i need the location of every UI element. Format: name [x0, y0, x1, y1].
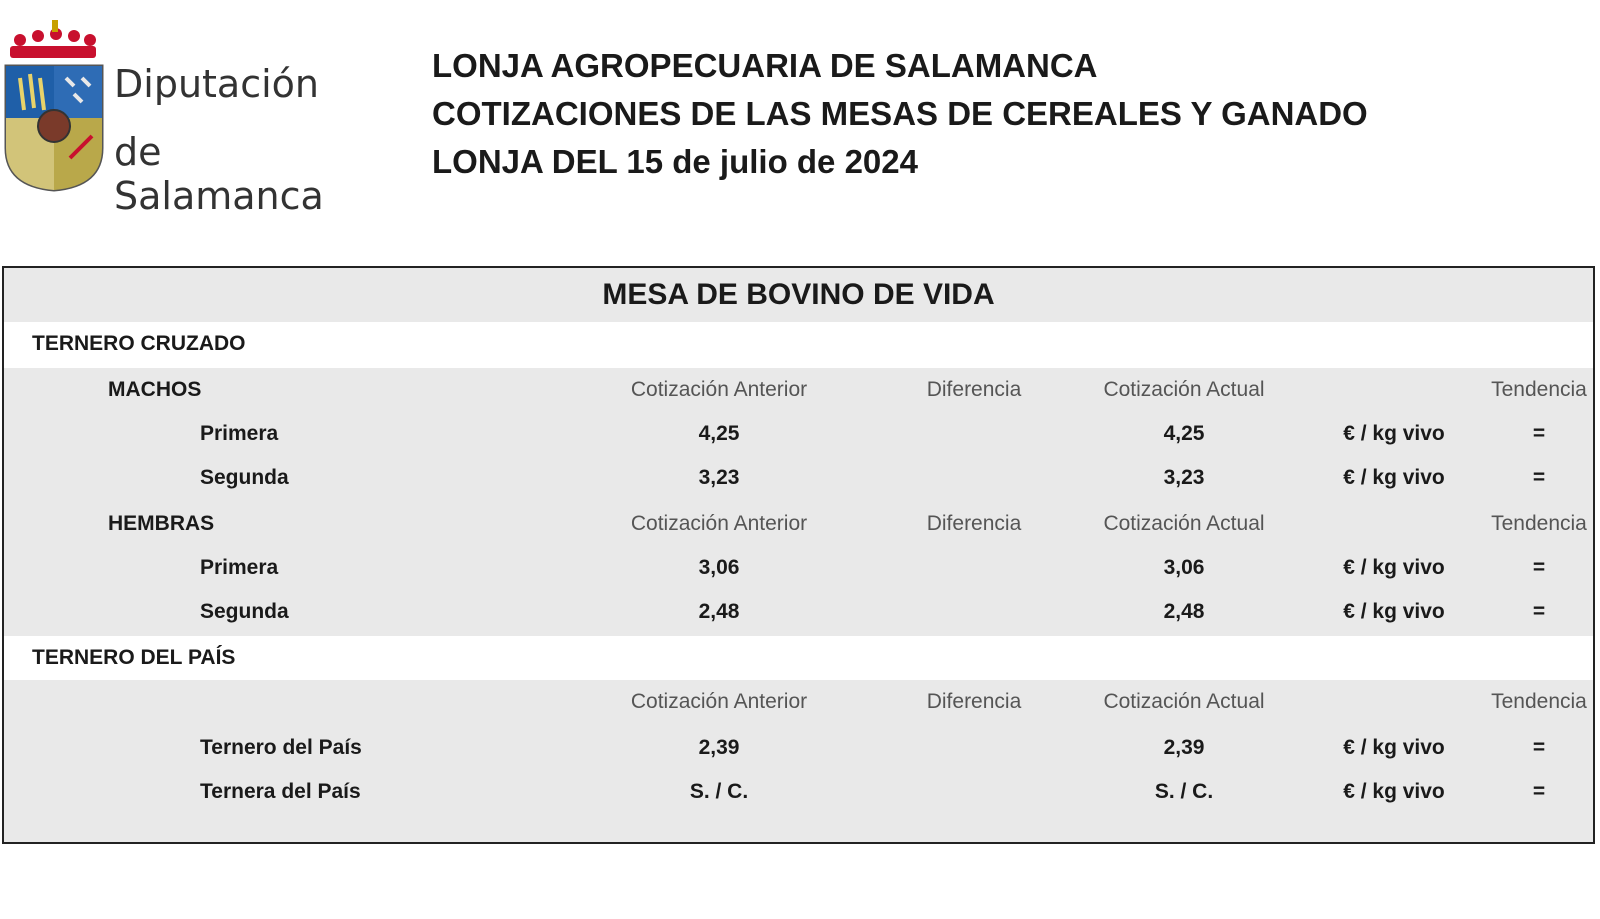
value-anterior: 2,48 — [698, 600, 740, 623]
table-row — [4, 412, 1593, 456]
value-unit: € / kg vivo — [1343, 466, 1445, 489]
heading-line2: COTIZACIONES DE LAS MESAS DE CEREALES Y GANADO — [432, 95, 1368, 132]
document-heading — [432, 42, 1368, 186]
price-table — [2, 266, 1595, 844]
column-header-tendencia: Tendencia — [1491, 690, 1587, 713]
table-row — [4, 726, 1593, 770]
value-anterior: 3,06 — [698, 556, 740, 579]
column-header-anterior: Cotización Anterior — [630, 690, 808, 713]
table-row — [4, 456, 1593, 500]
column-header-anterior: Cotización Anterior — [630, 512, 808, 535]
value-tendencia: = — [1532, 466, 1546, 489]
value-tendencia: = — [1532, 600, 1546, 623]
value-actual: 3,06 — [1163, 556, 1205, 579]
value-actual: 2,39 — [1163, 736, 1205, 759]
table-row — [4, 770, 1593, 814]
value-anterior: S. / C. — [689, 780, 749, 803]
section-label: TERNERO CRUZADO — [32, 332, 246, 355]
value-unit: € / kg vivo — [1343, 600, 1445, 623]
value-tendencia: = — [1532, 422, 1546, 445]
section-label: TERNERO DEL PAÍS — [32, 646, 236, 669]
column-header-actual: Cotización Actual — [1103, 378, 1265, 401]
value-unit: € / kg vivo — [1343, 556, 1445, 579]
value-tendencia: = — [1532, 556, 1546, 579]
value-anterior: 3,23 — [698, 466, 740, 489]
logo-text-line1: Diputación — [114, 62, 319, 106]
value-actual: 3,23 — [1163, 466, 1205, 489]
diputacion-logo — [0, 18, 380, 218]
column-header-actual: Cotización Actual — [1103, 512, 1265, 535]
value-actual: 2,48 — [1163, 600, 1205, 623]
value-actual: 4,25 — [1163, 422, 1205, 445]
group-header-row — [4, 502, 1593, 546]
heading-line3: LONJA DEL 15 de julio de 2024 — [432, 143, 918, 180]
column-header-diferencia: Diferencia — [926, 378, 1022, 401]
column-header-tendencia: Tendencia — [1491, 378, 1587, 401]
value-actual: S. / C. — [1154, 780, 1214, 803]
section-band — [4, 322, 1593, 368]
column-header-tendencia: Tendencia — [1491, 512, 1587, 535]
value-anterior: 2,39 — [698, 736, 740, 759]
row-name: Ternero del País — [200, 736, 362, 759]
value-unit: € / kg vivo — [1343, 736, 1445, 759]
coat-of-arms-icon — [0, 18, 110, 198]
row-name: Primera — [200, 556, 279, 579]
value-unit: € / kg vivo — [1343, 780, 1445, 803]
value-unit: € / kg vivo — [1343, 422, 1445, 445]
row-name: Segunda — [200, 466, 289, 489]
group-header-row — [4, 680, 1593, 724]
row-name: Ternera del País — [200, 780, 361, 803]
table-row — [4, 546, 1593, 590]
group-header-row — [4, 368, 1593, 412]
column-header-diferencia: Diferencia — [926, 690, 1022, 713]
group-label: MACHOS — [108, 378, 202, 401]
table-row — [4, 590, 1593, 634]
value-anterior: 4,25 — [698, 422, 740, 445]
row-name: Primera — [200, 422, 279, 445]
value-tendencia: = — [1532, 736, 1546, 759]
column-header-anterior: Cotización Anterior — [630, 378, 808, 401]
value-tendencia: = — [1532, 780, 1546, 803]
group-label: HEMBRAS — [108, 512, 215, 535]
logo-text-line2: de Salamanca — [114, 130, 324, 218]
column-header-actual: Cotización Actual — [1103, 690, 1265, 713]
heading-line1: LONJA AGROPECUARIA DE SALAMANCA — [432, 47, 1098, 84]
row-name: Segunda — [200, 600, 289, 623]
table-title: MESA DE BOVINO DE VIDA — [602, 278, 995, 311]
section-band — [4, 636, 1593, 680]
column-header-diferencia: Diferencia — [926, 512, 1022, 535]
